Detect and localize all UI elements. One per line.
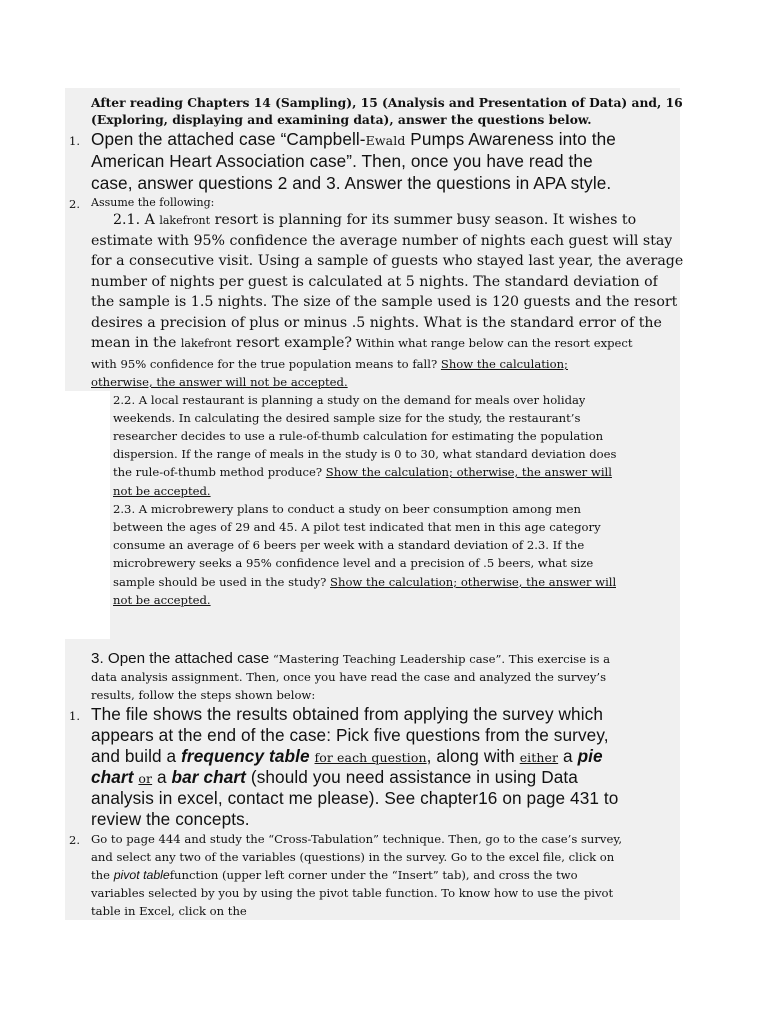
q3-item-2-line-5: table in Excel, click on the [91,904,247,918]
q3-i2-l3a: the [91,868,114,882]
q1-text-a: Open the attached case “Campbell- [91,129,366,149]
q3-i2-l3b: function (upper left corner under the “Insert” tab), and cross the two [169,868,578,882]
q3-i1-frequency-table: frequency table [181,746,310,766]
p22-line-5 [113,465,612,479]
q1-text-b: Pumps Awareness into the [405,129,616,149]
q3-item-2-number: 2. [69,833,80,847]
p23-line-3: consume an average of 6 beers per week with a standard deviation of 2.3. If the [113,538,585,552]
q3-item-1-line-1: The file shows the results obtained from applying the survey which [91,704,603,724]
p22-l5a: the rule-of-thumb method produce? [113,465,326,479]
q3-i1-l3c: a [558,746,578,766]
p23-l5a: sample should be used in the study? [113,575,331,589]
q3-i1-l4a: a [152,767,172,787]
q3-l1c: “Mastering Teaching Leadership case”. This exercise is a [269,652,611,666]
p22-l6-underlined: not be accepted. [113,484,211,498]
p21-line-8 [91,357,568,371]
p23-line-2: between the ages of 29 and 45. A pilot test indicated that men in this age category [113,520,601,534]
q1-text-ewald: Ewald [365,133,406,148]
p21-line-6: desires a precision of plus or minus .5 nights. What is the standard error of the [91,315,662,331]
q3-i1-l3b: , along with [426,746,520,766]
p22-l5-underlined: Show the calculation; otherwise, the answer will [325,465,612,479]
question-3-line-1 [91,650,610,667]
q3-item-1-line-3 [91,746,603,767]
q3-item-1-number: 1. [69,709,80,723]
p22-line-4: dispersion. If the range of meals in the study is 0 to 30, what standard deviation does [113,447,617,461]
q3-l1b: Open the attached case [107,650,270,667]
q3-i1-l4b: (should you need assistance in using Data [246,767,578,787]
p21-l1-small: lakefront [159,214,211,227]
q3-i1-or: or [138,771,153,786]
p23-line-4: microbrewery seeks a 95% confidence level and a precision of .5 beers, what size [113,556,594,570]
p22-line-2: weekends. In calculating the desired sample size for the study, the restaurant’s [113,411,581,425]
question-2-number: 2. [69,197,80,211]
p23-line-1: 2.3. A microbrewery plans to conduct a study on beer consumption among men [113,502,581,516]
p21-l1a: 2.1. A [113,212,160,228]
q3-i1-pie: pie [577,746,603,766]
p23-line-6 [113,593,211,607]
p22-line-3: researcher decides to use a rule-of-thumb calculation for estimating the population [113,429,604,443]
p21-line-4: number of nights per guest is calculated at 5 nights. The standard deviation of [91,274,658,290]
p21-line-5: the sample is 1.5 nights. The size of the sample used is 120 guests and the resort [91,294,678,310]
question-3-line-3: results, follow the steps shown below: [91,688,316,702]
q3-item-2-line-2: and select any two of the variables (questions) in the survey. Go to the excel file, click on [91,850,615,864]
q3-item-1-line-4 [91,767,578,788]
p22-line-6 [113,484,211,498]
q3-number: 3. [91,650,108,667]
p21-line-9 [91,375,348,389]
p21-line-3: for a consecutive visit. Using a sample of guests who stayed last year, the average [91,253,684,269]
intro-line-1: After reading Chapters 14 (Sampling), 15 (Analysis and Presentation of Data) and, 16 [91,95,683,110]
question-1-number: 1. [69,134,80,148]
p21-l9-underlined: otherwise, the answer will not be accepted. [91,375,348,389]
q3-item-1-line-6: review the concepts. [91,809,250,829]
p23-line-5 [113,575,616,589]
p23-l6-underlined: not be accepted. [113,593,211,607]
q3-i1-chart: chart [91,767,134,787]
p23-l5-underlined: Show the calculation; otherwise, the answer will [330,575,617,589]
p21-l7b: resort example? [231,335,353,351]
q3-i1-bar-chart: bar chart [171,767,246,787]
p21-line-2: estimate with 95% confidence the average number of nights each guest will stay [91,233,673,249]
q3-i2-pivot-table: pivot table [113,868,170,882]
p21-l8-underlined: Show the calculation; [440,357,568,371]
q3-i1-l3a: and build a [91,746,182,766]
q3-i1-either: either [519,750,559,765]
q3-item-2-line-4: variables selected by you by using the pivot table function. To know how to use the pivot [91,886,614,900]
question-1-line-2: American Heart Association case”. Then, once you have read the [91,151,593,171]
q3-item-2-line-1: Go to page 444 and study the “Cross-Tabulation” technique. Then, go to the case’s survey, [91,832,623,846]
p21-l7a: mean in the [91,335,181,351]
p21-l7-small: lakefront [180,337,232,350]
question-1-line-1 [91,129,616,150]
question-3-line-2: data analysis assignment. Then, once you have read the case and analyzed the survey’s [91,670,607,684]
p21-l8a: with 95% confidence for the true population means to fall? [91,357,441,371]
p21-l1b: resort is planning for its summer busy season. It wishes to [210,212,637,228]
q3-i1-for-each-question: for each question [314,750,427,765]
p21-l7c: Within what range below can the resort expect [352,336,633,350]
question-1-line-3: case, answer questions 2 and 3. Answer the questions in APA style. [91,173,612,193]
intro-line-2: (Exploring, displaying and examining data), answer the questions below. [91,112,592,127]
q3-item-1-line-2: appears at the end of the case: Pick five questions from the survey, [91,725,609,745]
q3-item-1-line-5: analysis in excel, contact me please). See chapter16 on page 431 to [91,788,619,808]
p21-line-1 [113,212,636,228]
q3-item-2-line-3 [91,868,578,882]
p22-line-1: 2.2. A local restaurant is planning a study on the demand for meals over holiday [113,393,586,407]
p21-line-7 [91,335,633,351]
assume-label: Assume the following: [91,196,215,209]
